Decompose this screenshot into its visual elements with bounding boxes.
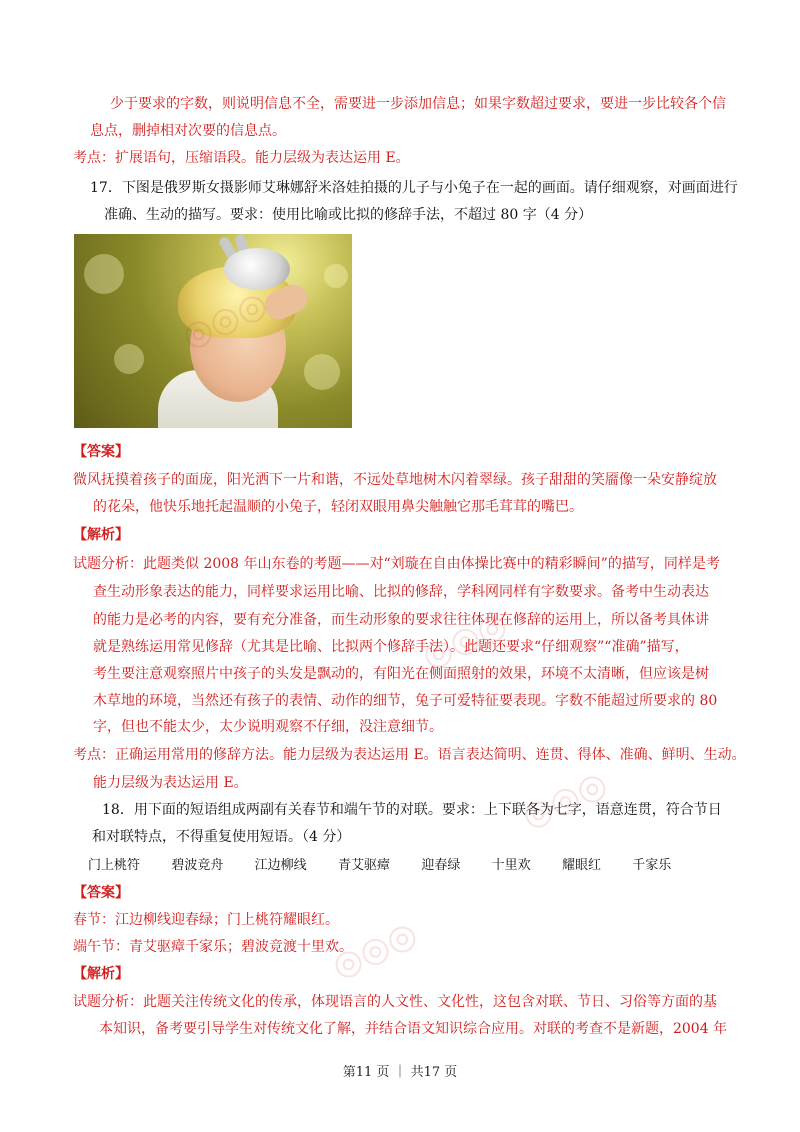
q17-analysis-line: 的能力是必考的内容，要有充分准备，而生动形象的要求往往体现在修辞的运用上，所以备考具体讲 (93, 612, 709, 628)
prev-answer-line: 息点，删掉相对次要的信息点。 (90, 123, 286, 139)
phrase-item: 耀眼红 (561, 858, 601, 873)
q17-kaodian-line: 能力层级为表达运用 E。 (93, 775, 248, 791)
q17-analysis-tag: 【解析】 (73, 527, 129, 543)
q17-answer-line: 的花朵，他快乐地托起温顺的小兔子，轻闭双眼用鼻尖触触它那毛茸茸的嘴巴。 (93, 499, 583, 515)
watermark-stamp: ◎◎◎ (415, 603, 514, 677)
q18-prompt-line: 18．用下面的短语组成两副有关春节和端午节的对联。要求：上下联各为七字，语意连贯，符合节日 (102, 802, 722, 818)
q17-analysis-line: 木草地的环境，当然还有孩子的表情、动作的细节，兔子可爱特征要表现。字数不能超过所要求的 80 (93, 693, 718, 709)
boy-with-rabbit-photo (74, 234, 352, 428)
phrase-item: 迎春绿 (421, 858, 461, 873)
q17-prompt-line: 17．下图是俄罗斯女摄影师艾琳娜舒米洛娃拍摄的儿子与小兔子在一起的画面。请仔细观察，对画面进行 (90, 180, 738, 196)
q18-phrase-list (88, 856, 671, 876)
q17-answer-line: 微风抚摸着孩子的面庞，阳光洒下一片和谐，不远处草地树木闪着翠绿。孩子甜甜的笑靥像一朵安静绽放 (73, 472, 717, 488)
phrase-item: 青艾驱瘴 (337, 858, 390, 873)
phrase-item: 千家乐 (632, 858, 672, 873)
q18-answer-tag: 【答案】 (73, 885, 129, 901)
phrase-item: 十里欢 (491, 858, 531, 873)
q18-answer-line: 春节：江边柳线迎春绿；门上桃符耀眼红。 (73, 912, 339, 928)
q17-analysis-line: 考生要注意观察照片中孩子的头发是飘动的，有阳光在侧面照射的效果，环境不太清晰，但应该是树 (93, 666, 709, 682)
q18-analysis-tag: 【解析】 (73, 966, 129, 982)
q17-analysis-line: 试题分析：此题类似 2008 年山东卷的考题——对“刘璇在自由体操比赛中的精彩瞬间”的描写，同样是考 (73, 556, 720, 572)
phrase-item: 门上桃符 (88, 858, 141, 873)
q18-analysis-line: 试题分析：此题关注传统文化的传承，体现语言的人文性、文化性，这包含对联、节日、习俗等方面的基 (73, 994, 717, 1010)
q17-analysis-line: 就是熟练运用常见修辞（尤其是比喻、比拟两个修辞手法）。此题还要求“仔细观察”“准确”描写， (93, 639, 689, 655)
phrase-item: 碧波竞舟 (171, 858, 224, 873)
watermark-stamp: ◎◎◎ (515, 763, 614, 837)
prev-answer-line: 少于要求的字数，则说明信息不全，需要进一步添加信息；如果字数超过要求，要进一步比较各个信 (110, 96, 726, 112)
q17-kaodian-line: 考点：正确运用常用的修辞方法。能力层级为表达运用 E。语言表达简明、连贯、得体、准确、鲜明、生动。 (73, 747, 746, 763)
phrase-item: 江边柳线 (254, 858, 307, 873)
q17-answer-tag: 【答案】 (73, 444, 129, 460)
q17-prompt-line: 准确、生动的描写。要求：使用比喻或比拟的修辞手法，不超过 80 字（4 分） (104, 207, 593, 223)
q18-answer-line: 端午节：青艾驱瘴千家乐；碧波竞渡十里欢。 (73, 939, 353, 955)
prev-kaodian: 考点：扩展语句，压缩语段。能力层级为表达运用 E。 (73, 150, 410, 166)
page-footer: 第11 页 ｜ 共17 页 (342, 1065, 458, 1080)
q17-analysis-line: 查生动形象表达的能力，同样要求运用比喻、比拟的修辞，学科网同样有字数要求。备考中生动表达 (93, 584, 709, 600)
watermark-stamp: ◎◎◎ (325, 913, 424, 987)
q18-prompt-line: 和对联特点，不得重复使用短语。（4 分） (92, 829, 351, 845)
q17-analysis-line: 字，但也不能太少，太少说明观察不仔细，没注意细节。 (93, 719, 443, 735)
q18-analysis-line: 本知识，备考要引导学生对传统文化了解，并结合语文知识综合应用。对联的考查不是新题，2004 年 (99, 1021, 728, 1037)
